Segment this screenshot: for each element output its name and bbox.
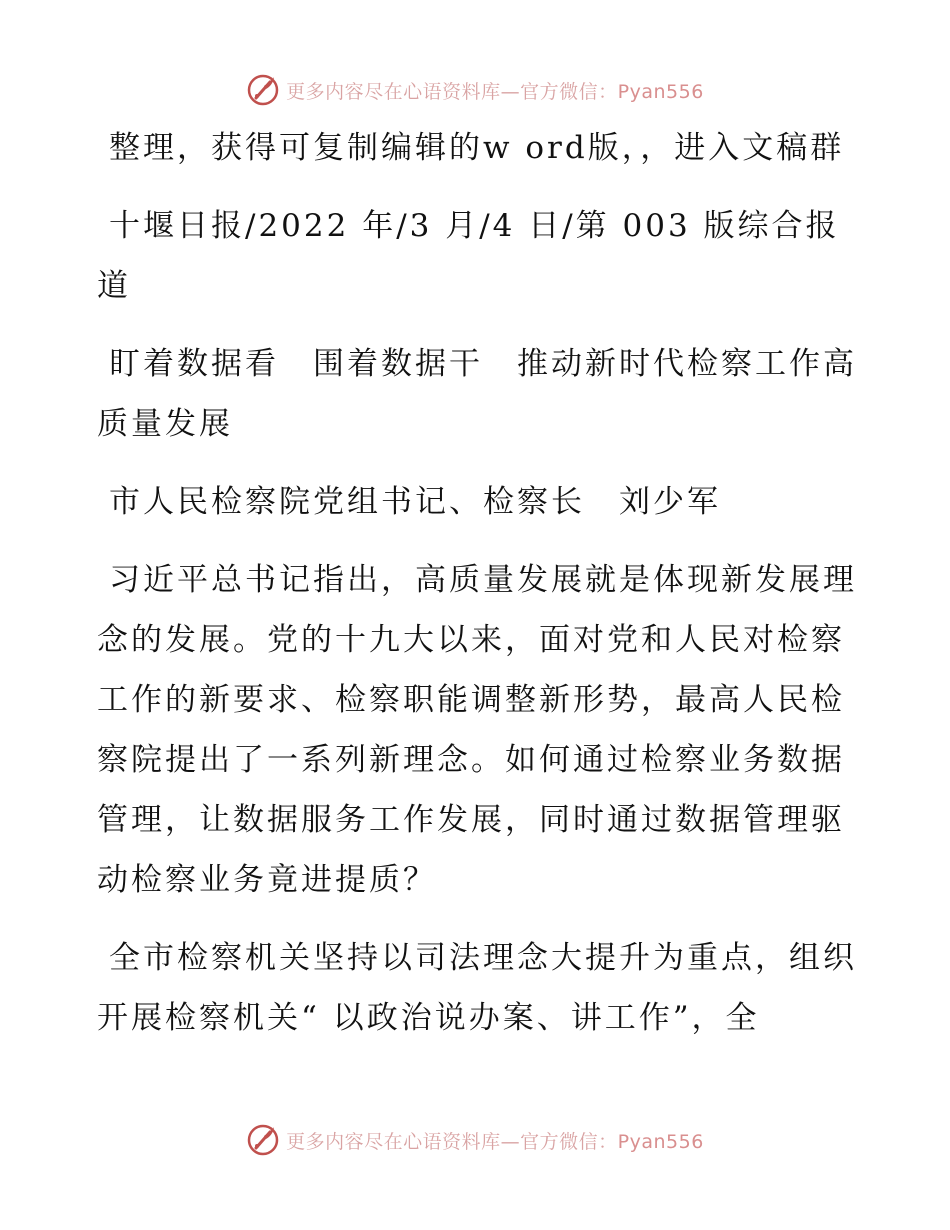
quill-pen-logo-icon [246, 73, 280, 107]
footer-watermark-banner [0, 1120, 950, 1160]
body-paragraph: 全市检察机关坚持以司法理念大提升为重点，组织开展检察机关“ 以政治说办案、讲工作”，全 [97, 940, 857, 1036]
paragraph-source-note: 整理，获得可复制编辑的w ord版，，进入文稿群 [109, 130, 845, 166]
body-paragraph: 习近平总书记指出，高质量发展就是体现新发展理念的发展。党的十九大以来，面对党和人民对检察工作的新要求、检察职能调整新形势，最高人民检察院提出了一系列新理念。如何通过检察业务数据管理，让数据服务工作发展，同时通过数据管理驱动检察业务竟进提质？ [97, 562, 857, 898]
article-title: 盯着数据看 围着数据干 推动新时代检察工作高质量发展 [97, 346, 857, 442]
document-body [97, 118, 857, 1066]
watermark-wechat-handle: Pyan556 [617, 1130, 704, 1153]
quill-pen-logo-icon [246, 1123, 280, 1157]
watermark-text [286, 1127, 704, 1154]
article-author: 市人民检察院党组书记、检察长 刘少军 [109, 484, 721, 520]
paragraph-publication-info: 十堰日报/2022 年/3 月/4 日/第 003 版综合报道 [97, 208, 840, 304]
watermark-text [286, 77, 704, 104]
watermark-wechat-handle: Pyan556 [617, 80, 704, 103]
watermark-label: 更多内容尽在心语资料库—官方微信： [286, 1130, 618, 1153]
watermark-label: 更多内容尽在心语资料库—官方微信： [286, 80, 618, 103]
header-watermark-banner [0, 70, 950, 110]
